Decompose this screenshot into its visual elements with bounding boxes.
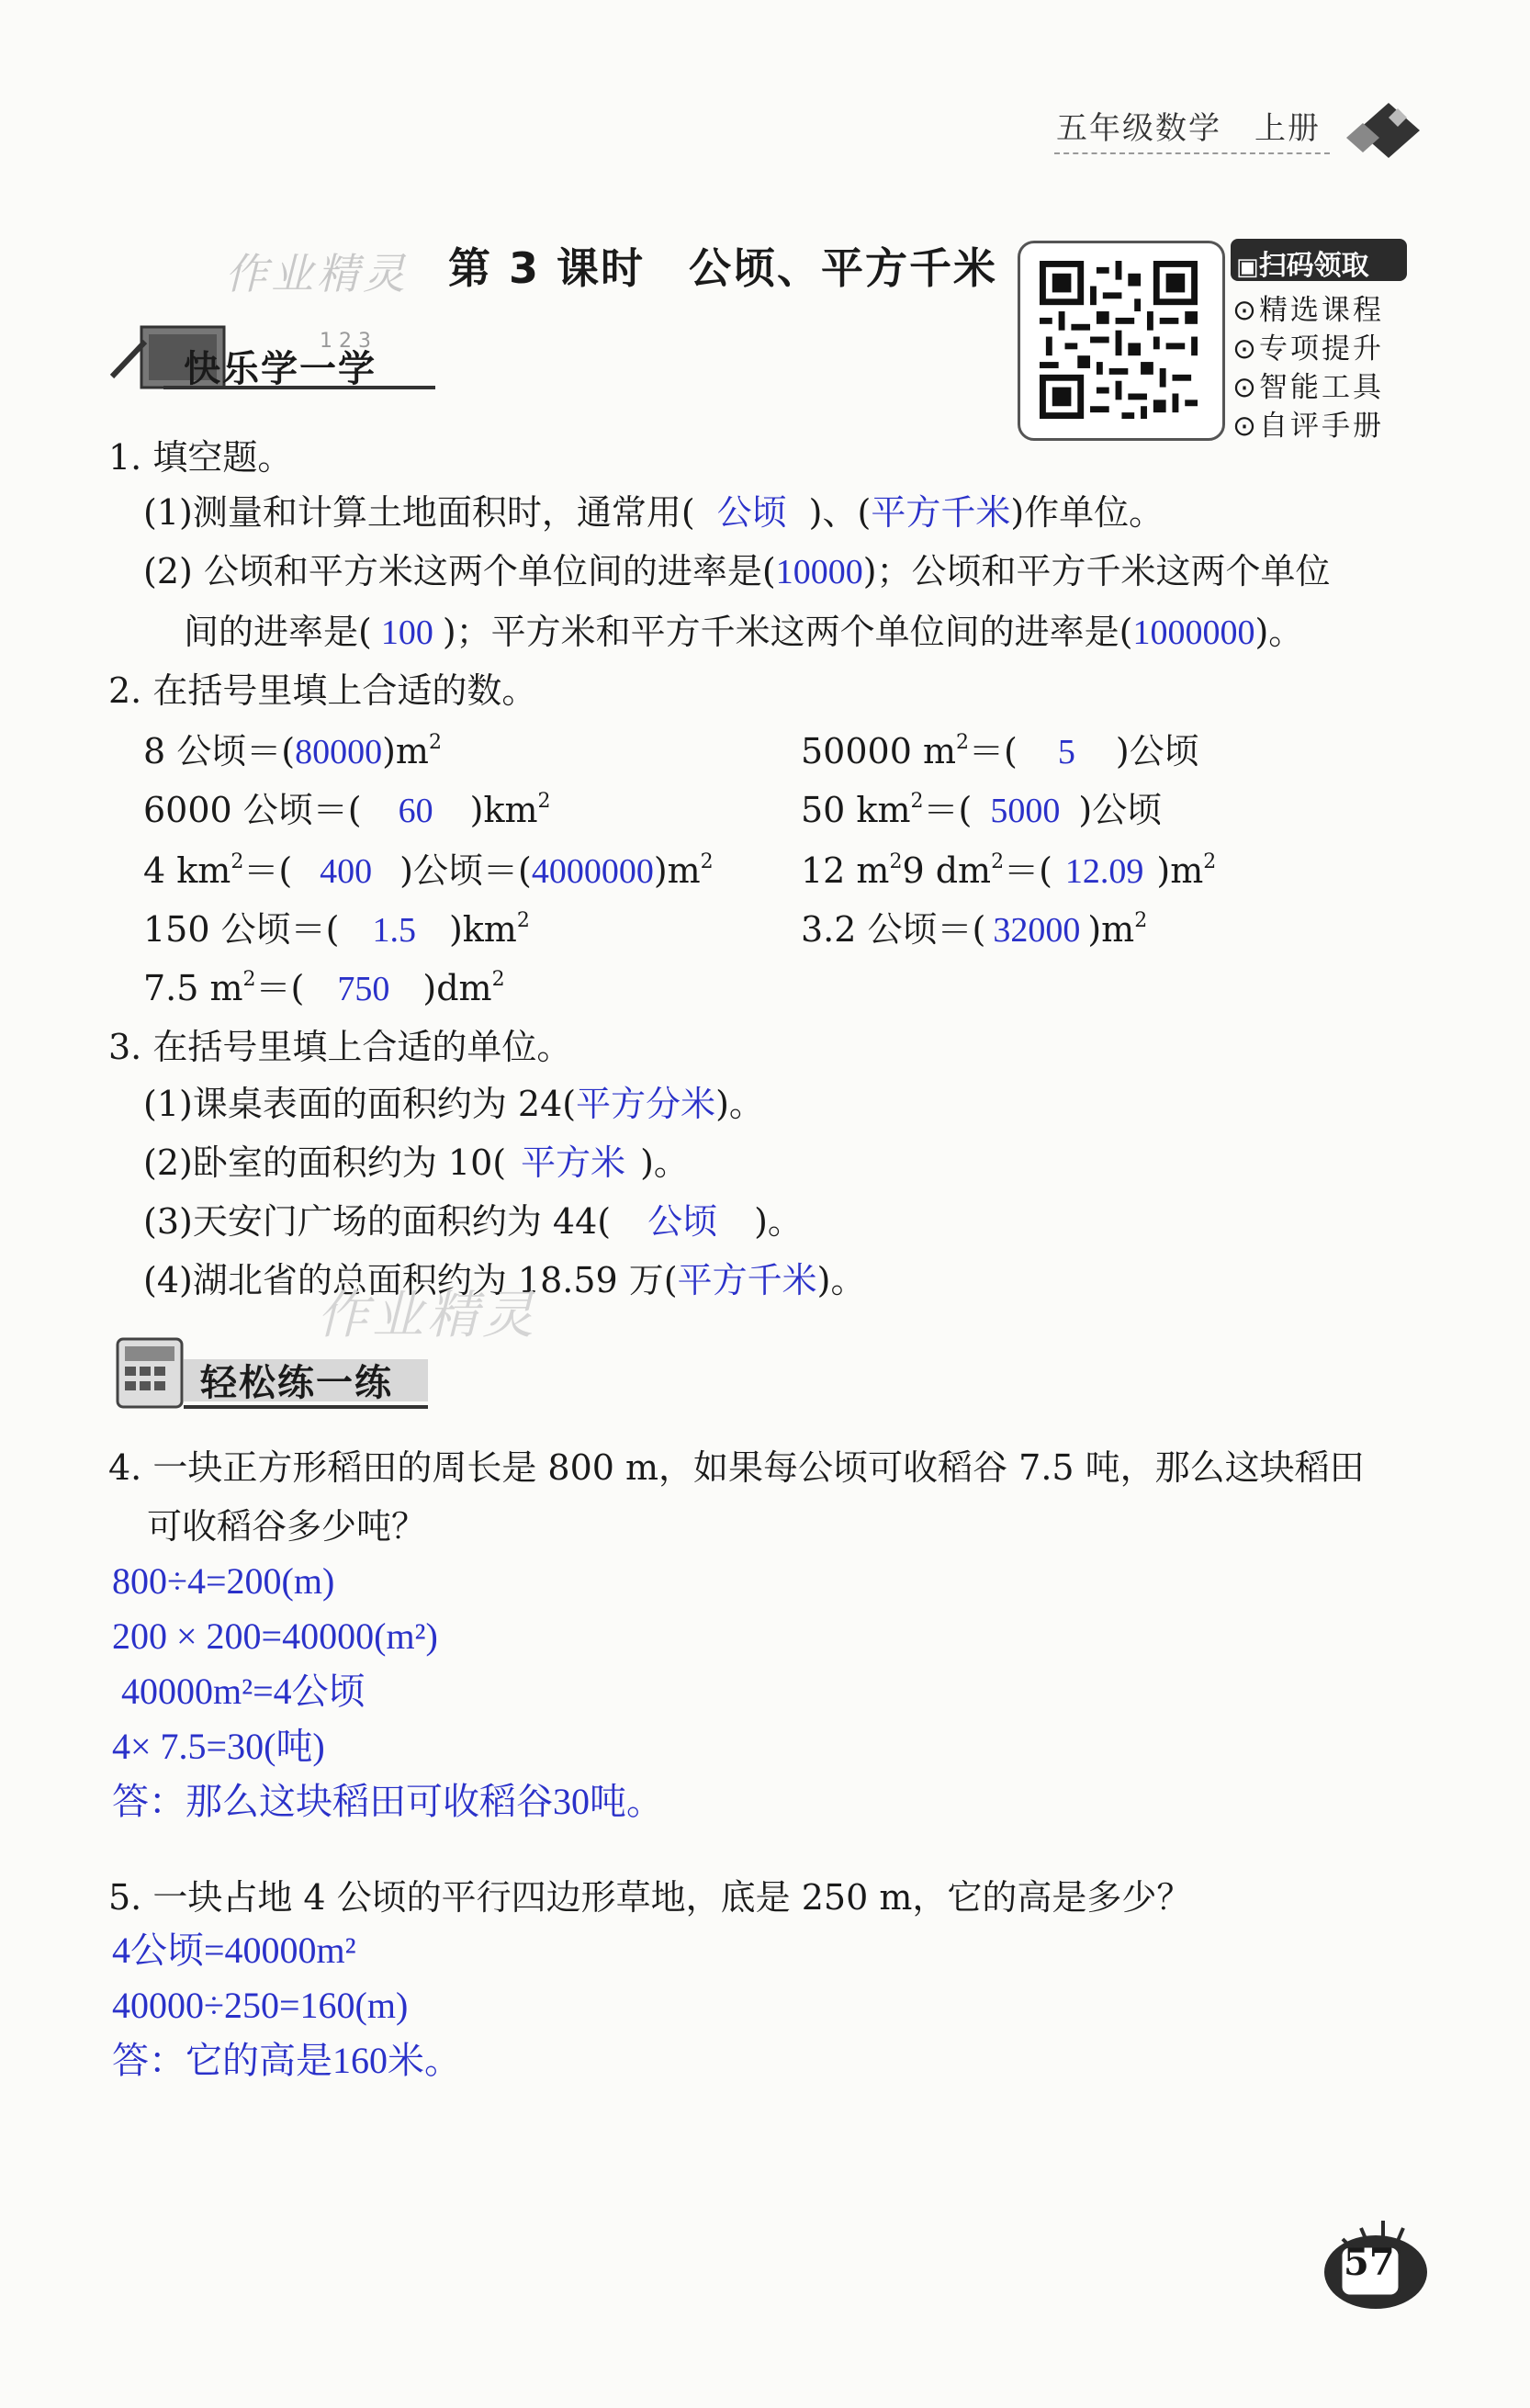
answer: 平方米 — [521, 1144, 626, 1183]
question-line: 间的进率是( 100 )；平方米和平方千米这两个单位间的进率是(1000000)。 — [184, 612, 1304, 652]
section-label: 快乐学一学 — [184, 348, 377, 390]
check-circle-icon: ⊙ — [1232, 371, 1259, 404]
answer: 1.5 — [372, 911, 416, 950]
answer: 平方千米 — [871, 494, 1011, 533]
fill-item: (1)课桌表面的面积约为 24(平方分米)。 — [143, 1084, 764, 1124]
watermark: 作业精灵 — [225, 249, 409, 298]
answer: 400 — [320, 852, 373, 891]
fill-item: (2)卧室的面积约为 10( 平方米 )。 — [143, 1142, 689, 1183]
section-label: 轻松练一练 — [200, 1362, 393, 1404]
answer-line: 答：那么这块稻田可收稻谷30吨。 — [112, 1781, 663, 1822]
answer: 750 — [337, 970, 390, 1008]
work-line: 40000m²=4公顷 — [121, 1671, 366, 1712]
check-circle-icon: ⊙ — [1232, 332, 1259, 366]
fill-item: 6000 公顷＝( 60 )$km^2$ — [143, 790, 551, 830]
question-title: 3. 在括号里填上合适的单位。 — [108, 1027, 572, 1067]
answer: 60 — [398, 792, 433, 830]
question-line: 4. 一块正方形稻田的周长是 800 m，如果每公顷可收稻谷 7.5 吨，那么这块稻田 — [108, 1447, 1365, 1488]
fill-item: 8 公顷$=(80000)m^2$ — [143, 731, 442, 771]
question-line: (1)测量和计算土地面积时，通常用( 公顷 )、(平方千米)作单位。 — [143, 492, 1164, 533]
question-title: 1. 填空题。 — [108, 437, 293, 478]
question-line: 5. 一块占地 4 公顷的平行四边形草地，底是 250 m，它的高是多少？ — [108, 1877, 1192, 1918]
fill-item: 50 $km^2=$( 5000 )公顷 — [801, 790, 1163, 830]
answer: 1000000 — [1132, 613, 1255, 652]
work-line: 40000÷250=160(m) — [112, 1985, 409, 2026]
svg-text:1 2 3: 1 2 3 — [320, 330, 371, 353]
lesson-title: 第 3 课时 公顷、平方千米 — [448, 243, 998, 293]
scan-icon: ▣ — [1236, 253, 1259, 281]
fill-item: (4)湖北省的总面积约为 18.59 万(平方千米)。 — [143, 1260, 866, 1300]
watermark: 作业精灵 — [317, 1286, 537, 1345]
fill-item: 50000 $m^2=$( 5 )公顷 — [801, 731, 1199, 771]
running-header — [1056, 103, 1321, 148]
answer: 4000000 — [531, 852, 654, 891]
qr-feature: ⊙自评手册 — [1232, 410, 1384, 443]
check-circle-icon: ⊙ — [1232, 294, 1259, 327]
fill-item: 4 $km^2=$( 400 )公顷$=(4000000)m^2$ — [143, 850, 714, 891]
work-line: 200 × 200=40000(m²) — [112, 1615, 438, 1657]
fill-item: (3)天安门广场的面积约为 44( 公顷 )。 — [143, 1201, 803, 1242]
answer: 公顷 — [647, 1203, 718, 1242]
work-line: 4× 7.5=30(吨) — [112, 1726, 325, 1767]
work-line: 800÷4=200(m) — [112, 1560, 335, 1602]
answer: 100 — [380, 613, 433, 652]
answer: 32000 — [993, 911, 1081, 950]
question-line: 可收稻谷多少吨？ — [147, 1506, 427, 1547]
qr-code-icon — [1040, 261, 1198, 419]
question-title: 2. 在括号里填上合适的数。 — [108, 670, 537, 711]
book-name: 五年级数学 — [1056, 110, 1221, 147]
answer: 公顷 — [716, 494, 787, 533]
fill-item: 3.2 公顷＝( 32000 )$m^2$ — [801, 909, 1148, 950]
qr-feature: ⊙智能工具 — [1232, 371, 1384, 404]
answer: 5000 — [990, 792, 1061, 830]
qr-feature: ⊙精选课程 — [1232, 294, 1384, 327]
fill-item: 12 $m^29$ $dm^2=$( 12.09 )$m^2$ — [801, 850, 1217, 891]
qr-title: ▣扫码领取 — [1236, 250, 1369, 282]
diamond-ornament-icon — [1343, 99, 1434, 163]
question-line: (2) 公顷和平方米这两个单位间的进率是(10000)；公顷和平方千米这两个单位 — [143, 551, 1331, 591]
check-circle-icon: ⊙ — [1232, 410, 1259, 443]
header-rule — [1054, 152, 1330, 154]
answer: 12.09 — [1064, 852, 1144, 891]
answer: 80000 — [295, 733, 383, 771]
volume-name: 上册 — [1254, 110, 1321, 147]
fill-item: 150 公顷＝( 1.5 )$km^2$ — [143, 909, 530, 950]
qr-feature: ⊙专项提升 — [1232, 332, 1384, 366]
work-line: 4公顷=40000m² — [112, 1930, 356, 1971]
page-number: 57 — [1344, 2241, 1395, 2284]
answer: 5 — [1057, 733, 1075, 771]
fill-item: 7.5 $m^2=$( 750 )$dm^2$ — [143, 968, 505, 1008]
answer: 平方千米 — [677, 1262, 817, 1300]
answer: 平方分米 — [576, 1086, 716, 1124]
answer-line: 答：它的高是160米。 — [112, 2040, 461, 2081]
answer: 10000 — [775, 553, 863, 591]
